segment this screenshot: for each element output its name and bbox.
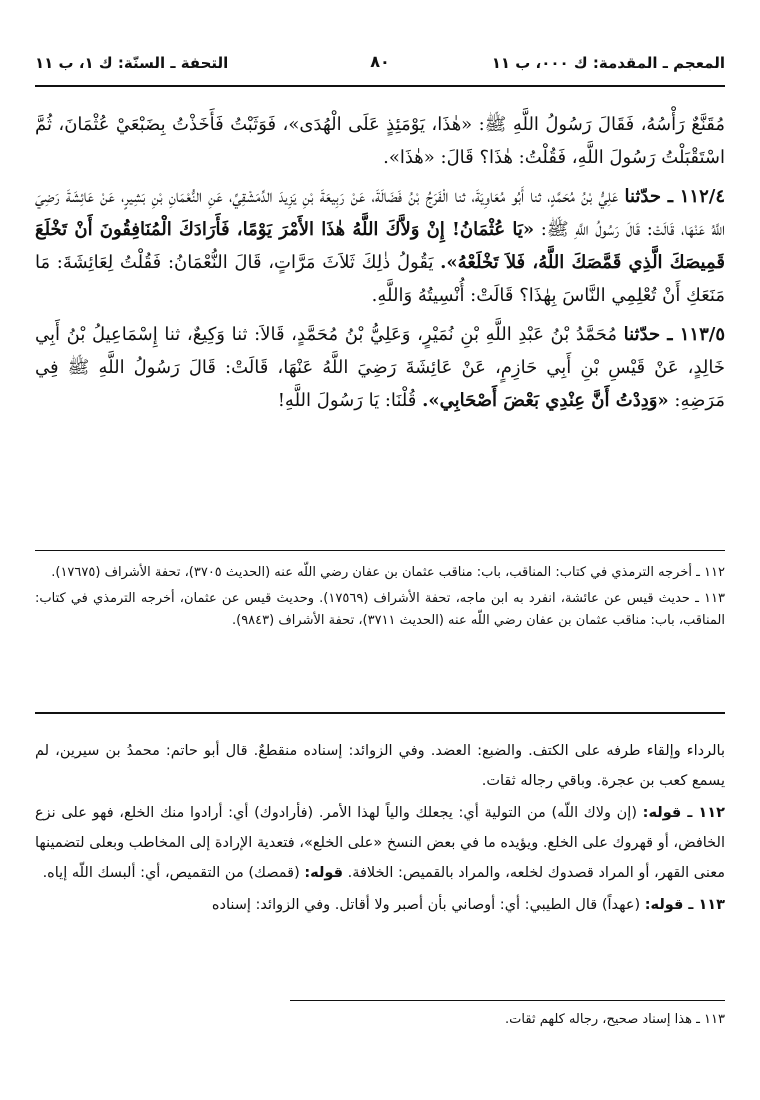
hadith-113	[35, 318, 725, 417]
zawaid-note: ١١٣ ـ هذا إسناد صحيح، رجاله كلهم ثقات.	[505, 1012, 725, 1027]
takhrij-footnotes	[35, 562, 725, 636]
hadith-112-matn: «يَا عُثْمَانُ! إِنْ وَلاَّكَ اللَّهُ هٰذَا الأَمْرَ يَوْمًا، فَأَرَادَكَ الْمُنَافِقُونَ أَنْ تَخْلَعَ قَمِيصَكَ الَّذِي قَمَّصَكَ اللَّهُ، فَلاَ تَخْلَعْهُ».	[35, 219, 725, 273]
hadith-text	[35, 108, 725, 423]
hadith-112	[35, 180, 725, 312]
sharh-rule	[35, 712, 725, 714]
hadith-112-tail: يَقُولُ ذٰلِكَ ثَلاَثَ مَرَّاتٍ، قَالَ النُّعْمَانُ: فَقُلْتُ لِعَائِشَةَ: مَا مَنَعَكِ أَنْ تُعْلِمِي النَّاسَ بِهٰذَا؟ قَالَتْ: أُنْسِيتُهُ وَاللَّهِ.	[35, 252, 725, 306]
hadith-113-number: ١١٣/٥ ـ حدّثنا	[623, 324, 725, 345]
footnote-113: ١١٣ ـ حديث قيس عن عائشة، انفرد به ابن ماجه، تحفة الأشراف (١٧٥٦٩). وحديث قيس عن عثمان، أخرجه الترمذي في كتاب: المناقب، باب: مناقب عثمان بن عفان رضي اللّه عنه (الحديث ٣٧١١)، تحفة الأشراف (٩٨٤٣).	[35, 591, 725, 628]
header-rule	[35, 85, 725, 87]
hadith-continuation	[35, 108, 725, 174]
page-header	[35, 50, 725, 78]
footnote-112: ١١٢ ـ أخرجه الترمذي في كتاب: المناقب، باب: مناقب عثمان بن عفان رضي اللّه عنه (الحديث ٣٧٠٥)، تحفة الأشراف (١٧٦٧٥).	[51, 565, 725, 580]
sharh-commentary	[35, 736, 725, 922]
hadith-113-matn: «وَدِدْتُ أَنَّ عِنْدِي بَعْضَ أَصْحَابِي».	[422, 390, 669, 411]
page-number: ٨٠	[370, 52, 390, 71]
hadith-112-isnad: عَلِيُّ بْنُ مُحَمَّدٍ، ثنا أَبُو مُعَاوِيَةَ، ثنا الْفَرَجُ بْنُ فَضَالَةَ، عَنْ رَبِيعَةَ بْنِ يَزِيدَ الدِّمَشْقِيِّ، عَنِ النُّعْمَانِ بْنِ بَشِيرٍ، عَنْ عَائِشَةَ رَضِيَ اللَّهُ عَنْهَا، قَالَتْ: قَالَ رَسُولُ اللَّهِ ﷺ:	[35, 186, 725, 240]
sharh-112-tail: (قمصك) من التقميص، أي: ألبسك اللّه إياه.	[42, 865, 300, 881]
zawaid-rule	[290, 1000, 725, 1001]
continuation-text: مُقَنَّعٌ رَأْسُهُ، فَقَالَ رَسُولُ اللَّهِ ﷺ: «هٰذَا، يَوْمَئِذٍ عَلَى الْهُدَى»، فَوَثَبْتُ فَأَخَذْتُ بِضَبْعَيْ عُثْمَانَ، ثُمَّ اسْتَقْبَلْتُ رَسُولَ اللَّهِ، فَقُلْتُ: هٰذَا؟ قَالَ: «هٰذَا».	[35, 114, 725, 168]
sharh-112-label: ١١٢ ـ قوله:	[642, 805, 725, 821]
footnote-rule	[35, 550, 725, 551]
hadith-113-isnad: مُحَمَّدُ بْنُ عَبْدِ اللَّهِ بْنِ نُمَيْرٍ، وَعَلِيُّ بْنُ مُحَمَّدٍ، قَالاَ: ثنا وَكِيعٌ، ثنا إِسْمَاعِيلُ بْنُ أَبِي خَالِدٍ، عَنْ قَيْسِ بْنِ أَبِي حَازِمٍ، عَنْ عَائِشَةَ رَضِيَ اللَّهُ عَنْهَا، قَالَتْ: قَالَ رَسُولُ اللَّهِ ﷺ فِي مَرَضِهِ:	[35, 324, 725, 411]
hadith-113-tail: قُلْنَا: يَا رَسُولَ اللَّهِ!	[277, 390, 417, 411]
sharh-113-label: ١١٣ ـ قوله:	[644, 897, 725, 913]
hadith-112-number: ١١٢/٤ ـ حدّثنا	[624, 186, 725, 207]
sharh-112	[35, 798, 725, 888]
header-left-ref: التحفة ـ السنّة: ك ١، ب ١١	[35, 54, 229, 72]
sharh-113-text: (عهداً) قال الطيبي: أي: أوصاني بأن أصبر ولا أقاتل. وفي الزوائد: إسناده	[211, 897, 641, 913]
sharh-paragraph-1: بالرداء وإلقاء طرفه على الكتف. والضبع: العضد. وفي الزوائد: إسناده منقطعٌ. قال أبو حاتم: محمدُ بن سيرين، لم يسمع كعب بن عجرة. وباقي رجاله ثقات.	[35, 743, 725, 789]
sharh-112-text: (إن ولاك اللّه) من التولية أي: يجعلك والياً لهذا الأمر. (فأرادوك) أي: أرادوا منك الخلع، فهو على نزع الخافض، أو قهروك على الخلع. ويؤيده ما في بعض النسخ «على الخلع»، فتعدية الإرادة إلى المخاطب وبعلى لتضمينها معنى القهر، أو المراد قصدوك لخلعه، والمراد بالقميص: الخلافة.	[35, 805, 725, 881]
sharh-113	[35, 890, 725, 920]
header-right-ref: المعجم ـ المقدمة: ك ٠٠٠، ب ١١	[491, 54, 725, 72]
sharh-112-label-2: قوله:	[304, 865, 343, 881]
